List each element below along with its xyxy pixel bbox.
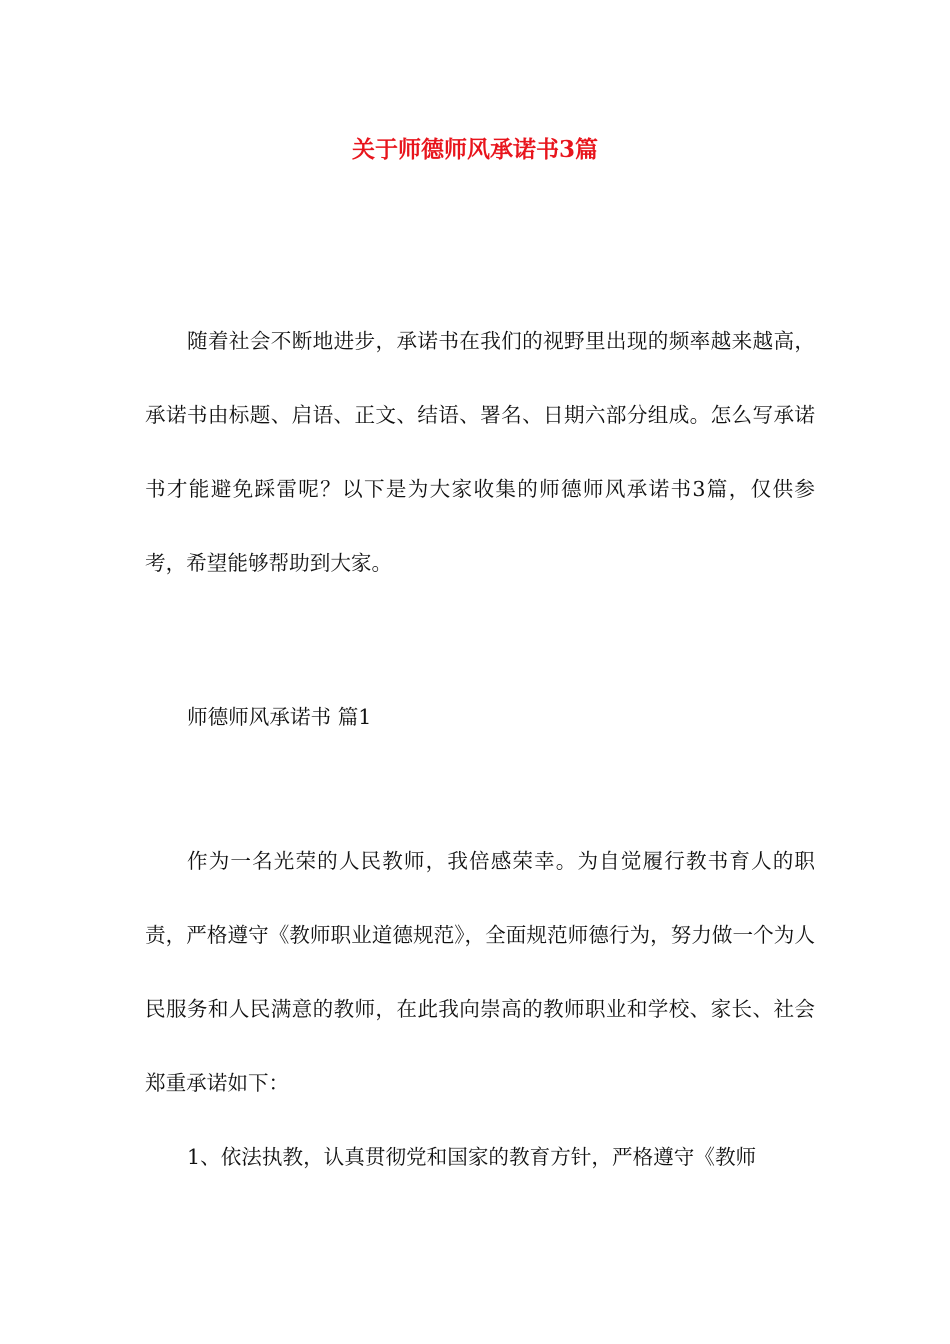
document-title: 关于师德师风承诺书3篇 xyxy=(351,136,598,163)
body-paragraph: 作为一名光荣的人民教师，我倍感荣幸。为自觉履行教书育人的职责，严格遵守《教师职业道德规范》，全面规范师德行为，努力做一个为人民服务和人民满意的教师，在此我向崇高的教师职业和学校、家长、社会郑重承诺如下： xyxy=(145,849,815,1095)
section-heading: 师德师风承诺书 篇1 xyxy=(187,705,372,729)
list-item-1: 1、依法执教，认真贯彻党和国家的教育方针，严格遵守《教师 xyxy=(187,1145,757,1169)
intro-paragraph: 随着社会不断地进步，承诺书在我们的视野里出现的频率越来越高，承诺书由标题、启语、正文、结语、署名、日期六部分组成。怎么写承诺书才能避免踩雷呢？以下是为大家收集的师德师风承诺书3篇，仅供参考，希望能够帮助到大家。 xyxy=(145,329,815,575)
